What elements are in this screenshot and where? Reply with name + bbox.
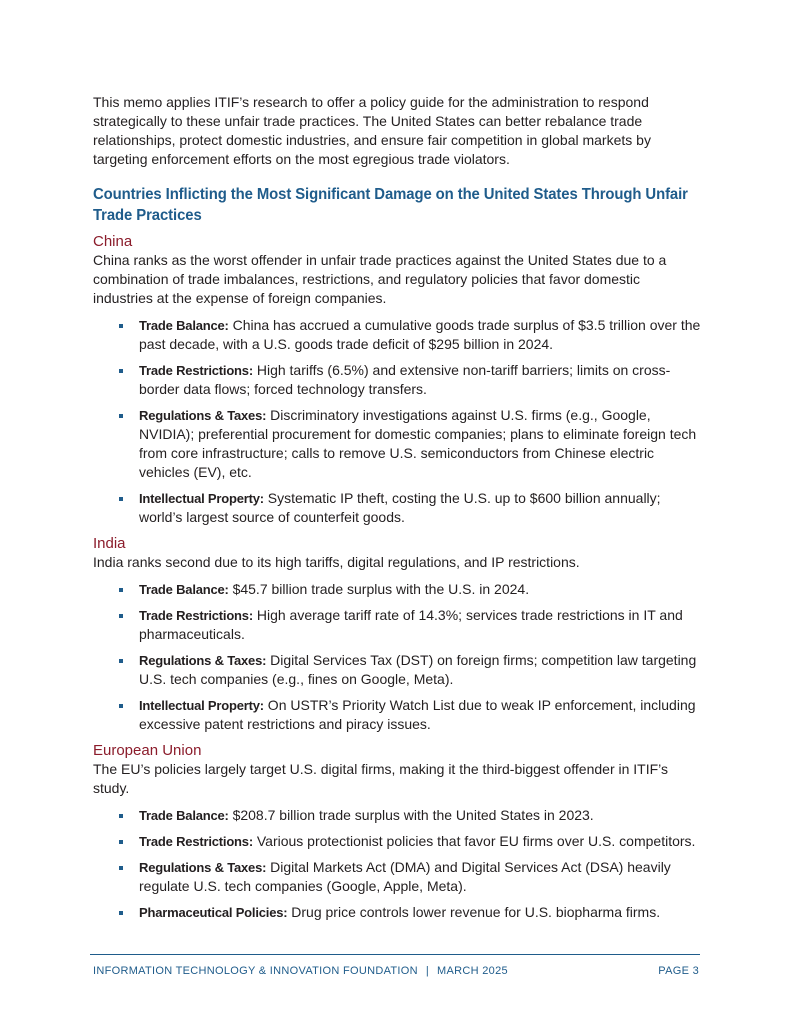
item-text: China has accrued a cumulative goods trade surplus of $3.5 trillion over the past decade, with a U.S. goods trade deficit of $295 billion in 2024. (139, 317, 701, 352)
footer-separator: | (425, 965, 430, 977)
item-text: Drug price controls lower revenue for U.S. biopharma firms. (287, 904, 661, 920)
item-text: Digital Markets Act (DMA) and Digital Services Act (DSA) heavily regulate U.S. tech companies (Google, Apple, Meta). (139, 859, 671, 894)
eu-summary: The EU’s policies largely target U.S. digital firms, making it the third-biggest offender in ITIF’s study. (93, 761, 669, 796)
section-heading: Countries Inflicting the Most Significant Damage on the United States Through Unfair Trade Practices (93, 186, 688, 224)
item-text: Various protectionist policies that favor EU firms over U.S. competitors. (252, 833, 696, 849)
india-summary: India ranks second due to its high tariffs, digital regulations, and IP restrictions. (93, 554, 580, 570)
eu-list (93, 806, 703, 922)
item-text: High tariffs (6.5%) and extensive non-tariff barriers; limits on cross-border data flows; forced technology transfers. (139, 362, 671, 397)
list-item (93, 696, 703, 734)
item-term: Trade Restrictions: (139, 608, 253, 623)
item-term: Intellectual Property: (139, 698, 264, 713)
footer-divider (90, 954, 700, 955)
item-term: Trade Balance: (139, 582, 229, 597)
item-term: Trade Restrictions: (139, 834, 253, 849)
item-term: Regulations & Taxes: (139, 653, 267, 668)
item-text: $45.7 billion trade surplus with the U.S. in 2024. (228, 581, 530, 597)
list-item (93, 651, 703, 689)
list-item (93, 806, 703, 825)
item-term: Regulations & Taxes: (139, 408, 267, 423)
list-item (93, 316, 703, 354)
footer-left (93, 964, 508, 978)
footer-page-number: PAGE 3 (658, 965, 699, 977)
india-section (93, 534, 703, 734)
item-text: $208.7 billion trade surplus with the United States in 2023. (228, 807, 594, 823)
india-list (93, 580, 703, 734)
footer-date: MARCH 2025 (437, 965, 508, 977)
item-term: Trade Balance: (139, 808, 229, 823)
item-text: Systematic IP theft, costing the U.S. up to $600 billion annually; world’s largest source of counterfeit goods. (139, 490, 661, 525)
list-item (93, 903, 703, 922)
intro-paragraph: This memo applies ITIF’s research to offer a policy guide for the administration to respond strategically to these unfair trade practices. The United States can better rebalance trade relationships, protect domestic industries, and ensure fair competition in global markets by targeting enforcement efforts on the most egregious trade violators. (93, 94, 651, 167)
eu-section (93, 741, 703, 922)
document-page (93, 93, 703, 929)
list-item (93, 832, 703, 851)
india-title: India (93, 535, 126, 552)
list-item (93, 580, 703, 599)
footer-org: INFORMATION TECHNOLOGY & INNOVATION FOUNDATION (93, 965, 418, 977)
list-item (93, 858, 703, 896)
item-term: Regulations & Taxes: (139, 860, 267, 875)
list-item (93, 606, 703, 644)
china-section (93, 232, 703, 527)
item-term: Intellectual Property: (139, 491, 264, 506)
item-text: Discriminatory investigations against U.S. firms (e.g., Google, NVIDIA); preferential procurement for domestic companies; plans to eliminate foreign tech from core infrastructure; calls to remove U.S. semiconductors from Chinese electric vehicles (EV), etc. (139, 407, 697, 480)
china-list (93, 316, 703, 527)
list-item (93, 489, 703, 527)
item-term: Trade Balance: (139, 318, 229, 333)
item-text: On USTR’s Priority Watch List due to weak IP enforcement, including excessive patent restrictions and piracy issues. (139, 697, 696, 732)
china-summary: China ranks as the worst offender in unfair trade practices against the United States due to a combination of trade imbalances, restrictions, and regulatory policies that favor domestic industries at the expense of foreign companies. (93, 252, 667, 306)
eu-title: European Union (93, 742, 202, 759)
china-title: China (93, 233, 133, 250)
list-item (93, 361, 703, 399)
list-item (93, 406, 703, 482)
item-term: Trade Restrictions: (139, 363, 253, 378)
item-term: Pharmaceutical Policies: (139, 905, 288, 920)
item-text: High average tariff rate of 14.3%; services trade restrictions in IT and pharmaceuticals. (139, 607, 683, 642)
item-text: Digital Services Tax (DST) on foreign firms; competition law targeting U.S. tech companies (e.g., fines on Google, Meta). (139, 652, 697, 687)
